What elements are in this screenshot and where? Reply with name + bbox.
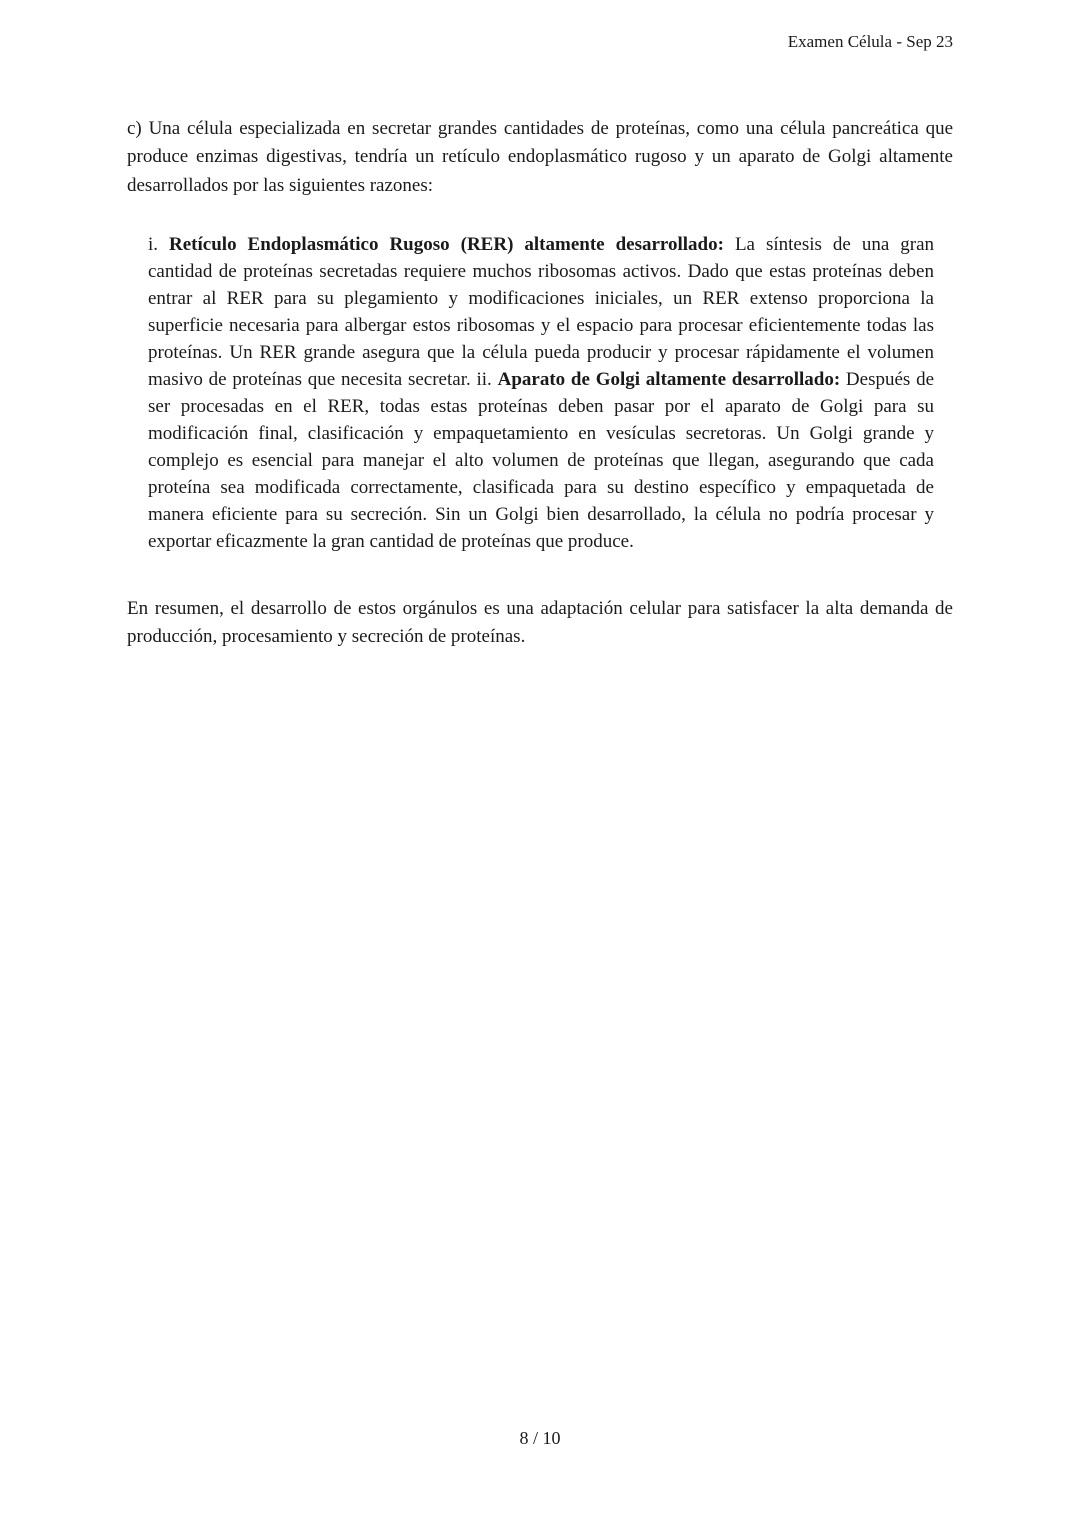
page-header [127,31,953,53]
page-footer [0,1426,1080,1450]
header-title: Examen Célula - Sep 23 [787,32,953,51]
item-i-prefix: i. [148,234,170,255]
paragraph-summary: En resumen, el desarrollo de estos orgánulos es una adaptación celular para satisfacer la alta demanda de producción, procesamiento y secreción de proteínas. [127,598,953,648]
paragraph-answer [148,231,934,555]
page-number: 8 / 10 [519,1428,561,1448]
item-i-heading: Retículo Endoplasmático Rugoso (RER) altamente desarrollado: [169,234,724,255]
paragraph-intro: c) Una célula especializada en secretar grandes cantidades de proteínas, como una célula pancreática que produce enzimas digestivas, tendría un retículo endoplasmático rugoso y un aparato de Golgi altamente desarrollados por las siguientes razones: [127,118,953,196]
item-ii-heading: Aparato de Golgi altamente desarrollado: [497,369,841,390]
item-ii-prefix: ii. [476,369,498,390]
item-ii-body: Después de ser procesadas en el RER, todas estas proteínas deben pasar por el aparato de Golgi para su modificación final, clasificación y empaquetamiento en vesículas secretoras. Un Golgi grande y complejo es esencial para manejar el alto volumen de proteínas que llegan, asegurando que cada proteína sea modificada correctamente, clasificada para su destino específico y empaquetada de manera eficiente para su secreción. Sin un Golgi bien desarrollado, la célula no podría procesar y exportar eficazmente la gran cantidad de proteínas que produce. [148,369,935,552]
item-i-body: La síntesis de una gran cantidad de proteínas secretadas requiere muchos ribosomas activos. Dado que estas proteínas deben entrar al RER para su plegamiento y modificaciones iniciales, un RER extenso proporciona la superficie necesaria para albergar estos ribosomas y el espacio para procesar eficientemente todas las proteínas. Un RER grande asegura que la célula pueda producir y procesar rápidamente el volumen masivo de proteínas que necesita secretar. [148,234,935,390]
